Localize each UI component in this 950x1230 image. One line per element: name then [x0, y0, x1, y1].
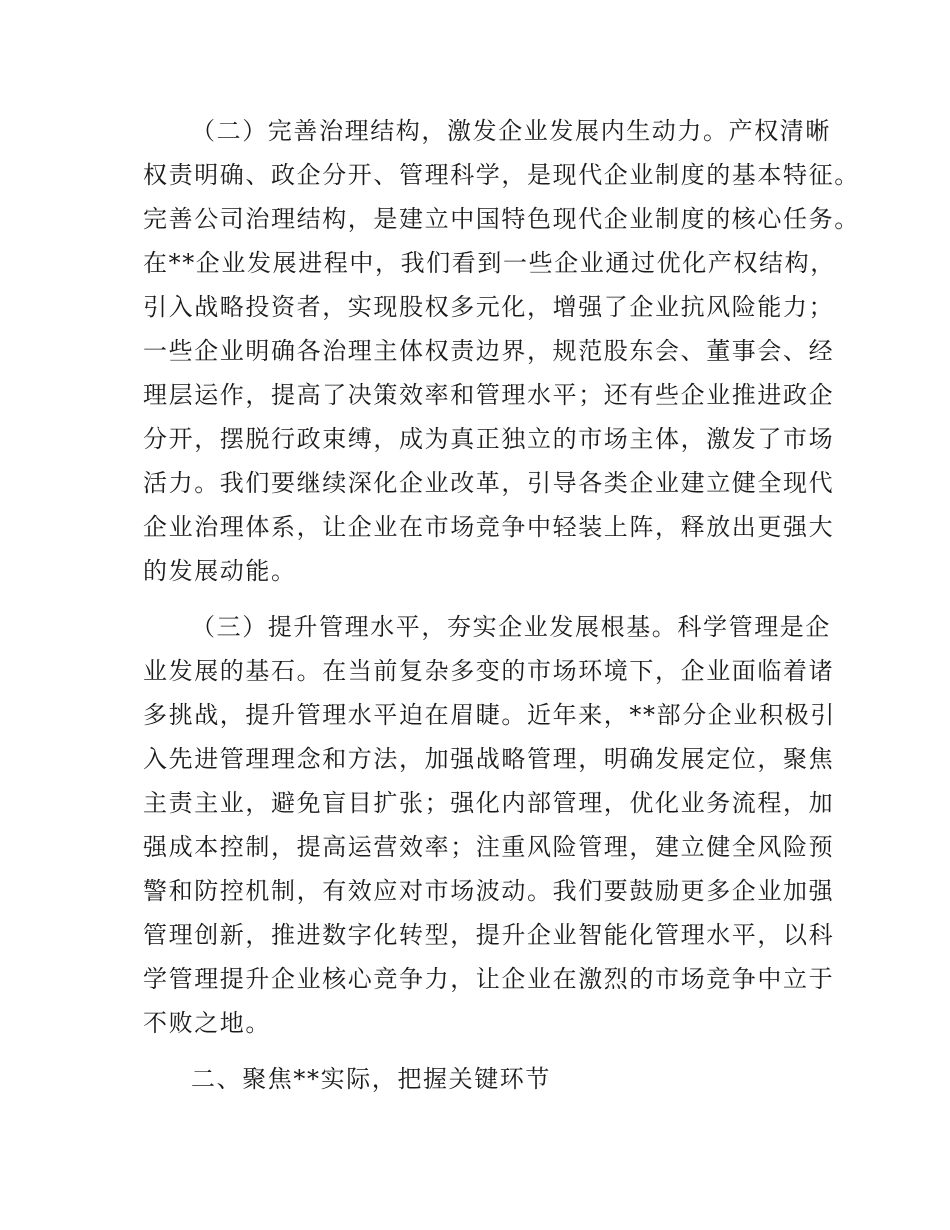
paragraph-line: 权责明确、政企分开、管理科学，是现代企业制度的基本特征。 — [143, 161, 860, 189]
paragraph-line: 多挑战，提升管理水平迫在眉睫。近年来，**部分企业积极引 — [143, 701, 836, 729]
paragraph-line: 学管理提升企业核心竞争力，让企业在激烈的市场竞争中立于 — [143, 965, 835, 993]
paragraph-line: 企业治理体系，让企业在市场竞争中轻装上阵，释放出更强大 — [143, 513, 835, 541]
paragraph-line: （三）提升管理水平，夯实企业发展根基。科学管理是企 — [191, 613, 831, 641]
paragraph-line: （二）完善治理结构，激发企业发展内生动力。产权清晰 — [191, 117, 831, 145]
paragraph-line: 完善公司治理结构，是建立中国特色现代企业制度的核心任务。 — [143, 205, 860, 233]
section-heading: 二、聚焦**实际，把握关键环节 — [191, 1065, 551, 1093]
paragraph-line: 引入战略投资者，实现股权多元化，增强了企业抗风险能力； — [143, 293, 835, 321]
paragraph-line: 的发展动能。 — [143, 557, 297, 585]
paragraph-line: 理层运作，提高了决策效率和管理水平；还有些企业推进政企 — [143, 381, 835, 409]
paragraph-line: 主责主业，避免盲目扩张；强化内部管理，优化业务流程，加 — [143, 789, 835, 817]
paragraph-line: 管理创新，推进数字化转型，提升企业智能化管理水平，以科 — [143, 921, 835, 949]
paragraph-line: 在**企业发展进程中，我们看到一些企业通过优化产权结构， — [143, 249, 836, 277]
paragraph-line: 活力。我们要继续深化企业改革，引导各类企业建立健全现代 — [143, 469, 835, 497]
paragraph-line: 入先进管理理念和方法，加强战略管理，明确发展定位，聚焦 — [143, 745, 835, 773]
paragraph-line: 一些企业明确各治理主体权责边界，规范股东会、董事会、经 — [143, 337, 835, 365]
paragraph-line: 分开，摆脱行政束缚，成为真正独立的市场主体，激发了市场 — [143, 425, 835, 453]
paragraph-line: 强成本控制，提高运营效率；注重风险管理，建立健全风险预 — [143, 833, 835, 861]
paragraph-line: 不败之地。 — [143, 1009, 271, 1037]
paragraph-line: 警和防控机制，有效应对市场波动。我们要鼓励更多企业加强 — [143, 877, 835, 905]
paragraph-line: 业发展的基石。在当前复杂多变的市场环境下，企业面临着诸 — [143, 657, 835, 685]
